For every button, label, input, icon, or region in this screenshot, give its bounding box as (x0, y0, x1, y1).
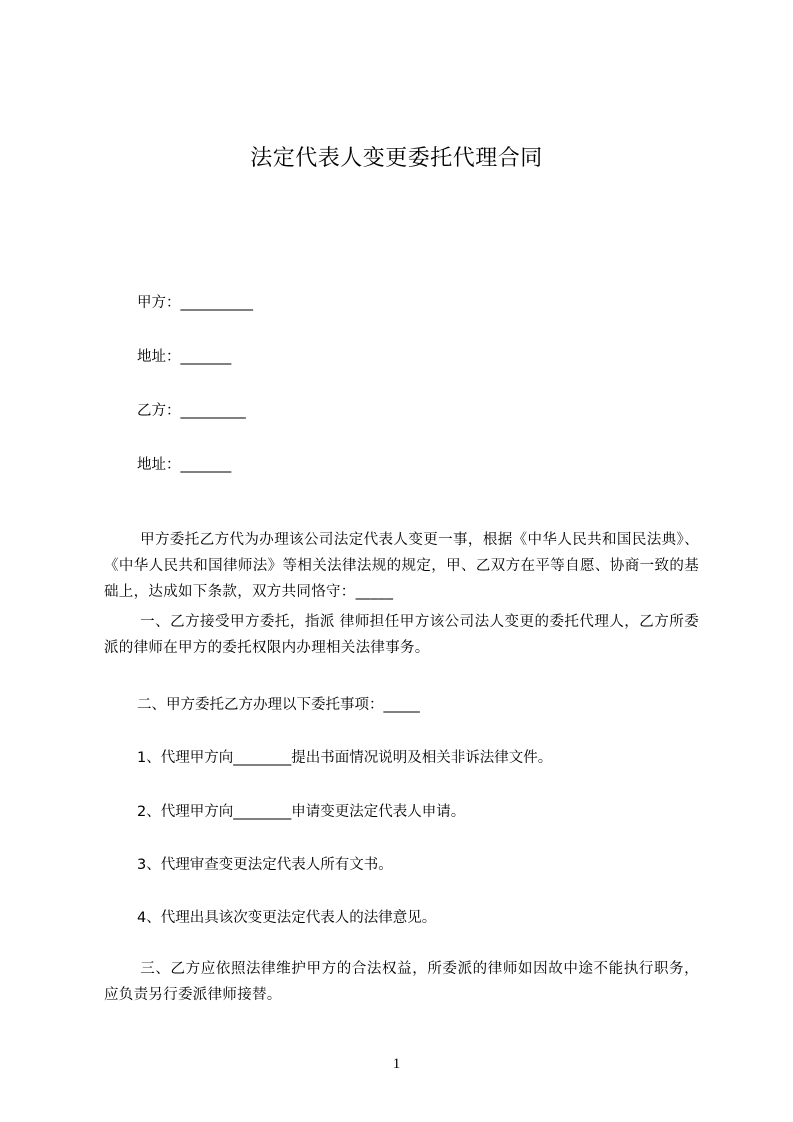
page-number: 1 (392, 1056, 401, 1072)
item-2-line: 2、代理甲方向________申请变更法定代表人申请。 (137, 804, 466, 820)
clause-2-line: 二、甲方委托乙方办理以下委托事项：_____ (137, 697, 420, 713)
intro-text: 甲方委托乙方代为办理该公司法定代表人变更一事，根据《中华人民共和国民法典》、《中华人民共和国律师法》等相关法律法规的规定，甲、乙双方在平等自愿、协商一致的基础上，达成如下条款，双方共同恪守：_____ (104, 532, 699, 600)
party-b-line: 乙方：_________ (137, 403, 246, 419)
address-b-line: 地址：_______ (137, 457, 232, 473)
item-3-line: 3、代理审查变更法定代表人所有文书。 (137, 857, 393, 873)
address-a-line: 地址：_______ (137, 349, 232, 365)
clause-1-paragraph (104, 609, 699, 661)
intro-paragraph (104, 527, 699, 605)
clause-3-text: 三、乙方应依照法律维护甲方的合法权益，所委派的律师如因故中途不能执行职务，应负责另行委派律师接替。 (104, 961, 699, 1003)
document-title: 法定代表人变更委托代理合同 (250, 146, 543, 171)
clause-3-paragraph (104, 956, 699, 1008)
clause-1-text: 一、乙方接受甲方委托，指派 律师担任甲方该公司法人变更的委托代理人，乙方所委派的律师在甲方的委托权限内办理相关法律事务。 (104, 614, 699, 656)
party-a-line: 甲方：__________ (137, 295, 253, 311)
item-1-line: 1、代理甲方向________提出书面情况说明及相关非诉法律文件。 (137, 750, 553, 766)
item-4-line: 4、代理出具该次变更法定代表人的法律意见。 (137, 910, 437, 926)
